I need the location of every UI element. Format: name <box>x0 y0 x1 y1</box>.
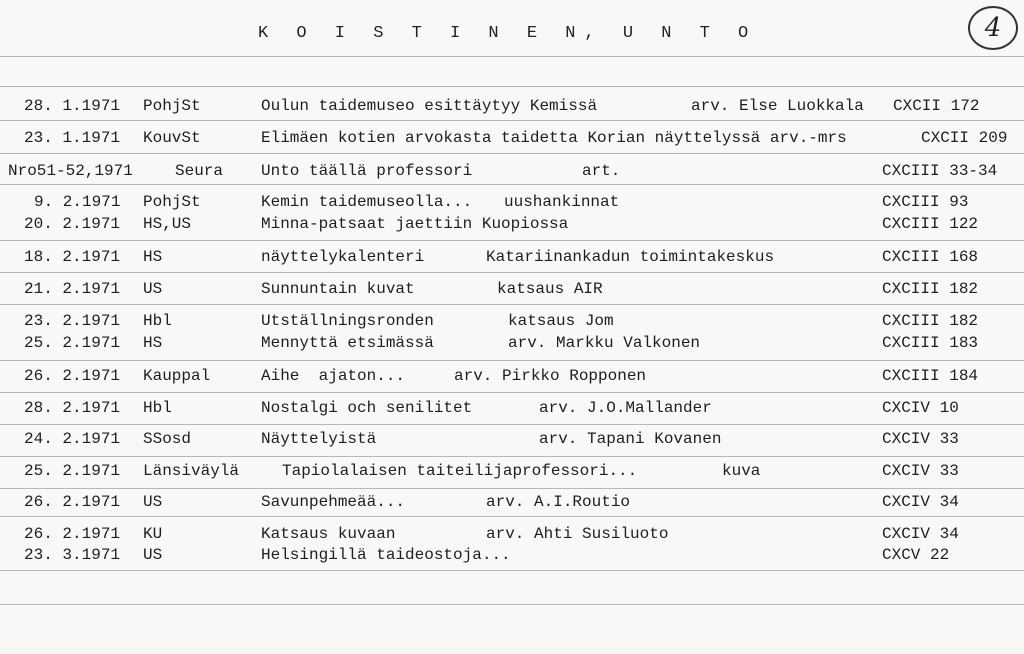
entry-source: KU <box>143 525 163 543</box>
entry-title: näyttelykalenteri <box>261 248 425 266</box>
list-item <box>0 248 1024 270</box>
list-item <box>0 129 1024 151</box>
entry-source: US <box>143 546 163 564</box>
rule-line <box>0 604 1024 605</box>
entry-date: 9. 2.1971 <box>34 193 121 211</box>
entry-date: 23. 1.1971 <box>24 129 121 147</box>
entry-title: Tapiolalaisen taiteilijaprofessori... <box>282 462 638 480</box>
entry-ref: CXCIII 184 <box>882 367 979 385</box>
entry-ref: CXCIII 182 <box>882 280 979 298</box>
entry-title: Helsingillä taideostoja... <box>261 546 511 564</box>
entry-title: Oulun taidemuseo esittäytyy Kemissä <box>261 97 598 115</box>
entry-date: 28. 1.1971 <box>24 97 121 115</box>
entry-ref: CXCIV 34 <box>882 525 959 543</box>
entry-date: 18. 2.1971 <box>24 248 121 266</box>
entry-note: arv. Tapani Kovanen <box>539 430 722 448</box>
list-item <box>0 525 1024 547</box>
list-item <box>0 162 1024 184</box>
rule-line <box>0 392 1024 393</box>
entry-date: 28. 2.1971 <box>24 399 121 417</box>
entry-note: uushankinnat <box>504 193 620 211</box>
entry-title: Utställningsronden <box>261 312 434 330</box>
rule-line <box>0 240 1024 241</box>
rule-line <box>0 153 1024 154</box>
rule-line <box>0 86 1024 87</box>
rule-line <box>0 120 1024 121</box>
entry-date: 23. 3.1971 <box>24 546 121 564</box>
entry-ref: CXCIV 33 <box>882 462 959 480</box>
entry-note: katsaus AIR <box>497 280 603 298</box>
rule-line <box>0 304 1024 305</box>
entry-source: HS <box>143 334 163 352</box>
entry-title: Kemin taidemuseolla... <box>261 193 473 211</box>
entry-title: Mennyttä etsimässä <box>261 334 434 352</box>
entry-source: KouvSt <box>143 129 201 147</box>
entry-date: 26. 2.1971 <box>24 493 121 511</box>
page-number: 4 <box>984 13 1002 43</box>
rule-line <box>0 360 1024 361</box>
entry-ref: CXCIII 93 <box>882 193 969 211</box>
list-item <box>0 334 1024 356</box>
entry-ref: CXCIII 183 <box>882 334 979 352</box>
entry-note: katsaus Jom <box>508 312 614 330</box>
entry-note: arv. J.O.Mallander <box>539 399 712 417</box>
rule-line <box>0 516 1024 517</box>
entry-title: Unto täällä professori <box>261 162 473 180</box>
page-number-circle <box>968 6 1018 50</box>
entry-note: arv. Markku Valkonen <box>508 334 701 352</box>
entry-title: Katsaus kuvaan <box>261 525 396 543</box>
entry-source: US <box>143 493 163 511</box>
entry-title: Elimäen kotien arvokasta taidetta Korian näyttelyssä arv.-mrs <box>261 129 847 147</box>
entry-date: 26. 2.1971 <box>24 367 121 385</box>
list-item <box>0 215 1024 237</box>
entry-date: 24. 2.1971 <box>24 430 121 448</box>
entry-source: Länsiväylä <box>143 462 240 480</box>
list-item <box>0 546 1024 568</box>
list-item <box>0 193 1024 215</box>
rule-line <box>0 56 1024 57</box>
rule-line <box>0 184 1024 185</box>
list-item <box>0 97 1024 119</box>
entry-note: arv. A.I.Routio <box>486 493 631 511</box>
entry-date: 21. 2.1971 <box>24 280 121 298</box>
entry-ref: CXCIV 10 <box>882 399 959 417</box>
list-item <box>0 280 1024 302</box>
entry-title: Nostalgi och senilitet <box>261 399 473 417</box>
entry-source: US <box>143 280 163 298</box>
entry-title: Sunnuntain kuvat <box>261 280 415 298</box>
entry-source: SSosd <box>143 430 192 448</box>
entry-title: Minna-patsaat jaettiin Kuopiossa <box>261 215 569 233</box>
entry-ref: CXCV 22 <box>882 546 950 564</box>
entry-source: Kauppal <box>143 367 211 385</box>
entry-source: HS <box>143 248 163 266</box>
rule-line <box>0 570 1024 571</box>
entry-note: arv. Pirkko Ropponen <box>454 367 647 385</box>
list-item <box>0 493 1024 515</box>
entry-source: PohjSt <box>143 97 201 115</box>
entry-note: Katariinankadun toimintakeskus <box>486 248 775 266</box>
entry-date: 23. 2.1971 <box>24 312 121 330</box>
entry-source: HS,US <box>143 215 192 233</box>
rule-line <box>0 488 1024 489</box>
entry-date: 25. 2.1971 <box>24 334 121 352</box>
list-item <box>0 367 1024 389</box>
rule-line <box>0 424 1024 425</box>
rule-line <box>0 272 1024 273</box>
entry-date: 20. 2.1971 <box>24 215 121 233</box>
entry-ref: CXCIII 168 <box>882 248 979 266</box>
entry-source: Hbl <box>143 399 172 417</box>
entry-date: 26. 2.1971 <box>24 525 121 543</box>
entry-note: kuva <box>722 462 761 480</box>
entry-note: arv. Else Luokkala <box>691 97 864 115</box>
entry-date: Nro51-52,1971 <box>8 162 133 180</box>
entry-ref: CXCIII 182 <box>882 312 979 330</box>
entry-ref: CXCIV 34 <box>882 493 959 511</box>
entry-source: Hbl <box>143 312 172 330</box>
entry-ref: CXCIV 33 <box>882 430 959 448</box>
entry-note: art. <box>582 162 621 180</box>
entry-source: PohjSt <box>143 193 201 211</box>
list-item <box>0 430 1024 452</box>
entry-title: Näyttelyistä <box>261 430 377 448</box>
rule-line <box>0 456 1024 457</box>
entry-note: arv. Ahti Susiluoto <box>486 525 669 543</box>
card-title: K O I S T I N E N, U N T O <box>258 24 758 43</box>
entry-ref: CXCIII 33-34 <box>882 162 998 180</box>
entry-date: 25. 2.1971 <box>24 462 121 480</box>
entry-ref: CXCII 209 <box>921 129 1008 147</box>
entry-title: Savunpehmeää... <box>261 493 406 511</box>
entry-source: Seura <box>175 162 224 180</box>
entry-title: Aihe ajaton... <box>261 367 406 385</box>
list-item <box>0 462 1024 484</box>
list-item <box>0 312 1024 334</box>
list-item <box>0 399 1024 421</box>
entry-ref: CXCII 172 <box>893 97 980 115</box>
entry-ref: CXCIII 122 <box>882 215 979 233</box>
